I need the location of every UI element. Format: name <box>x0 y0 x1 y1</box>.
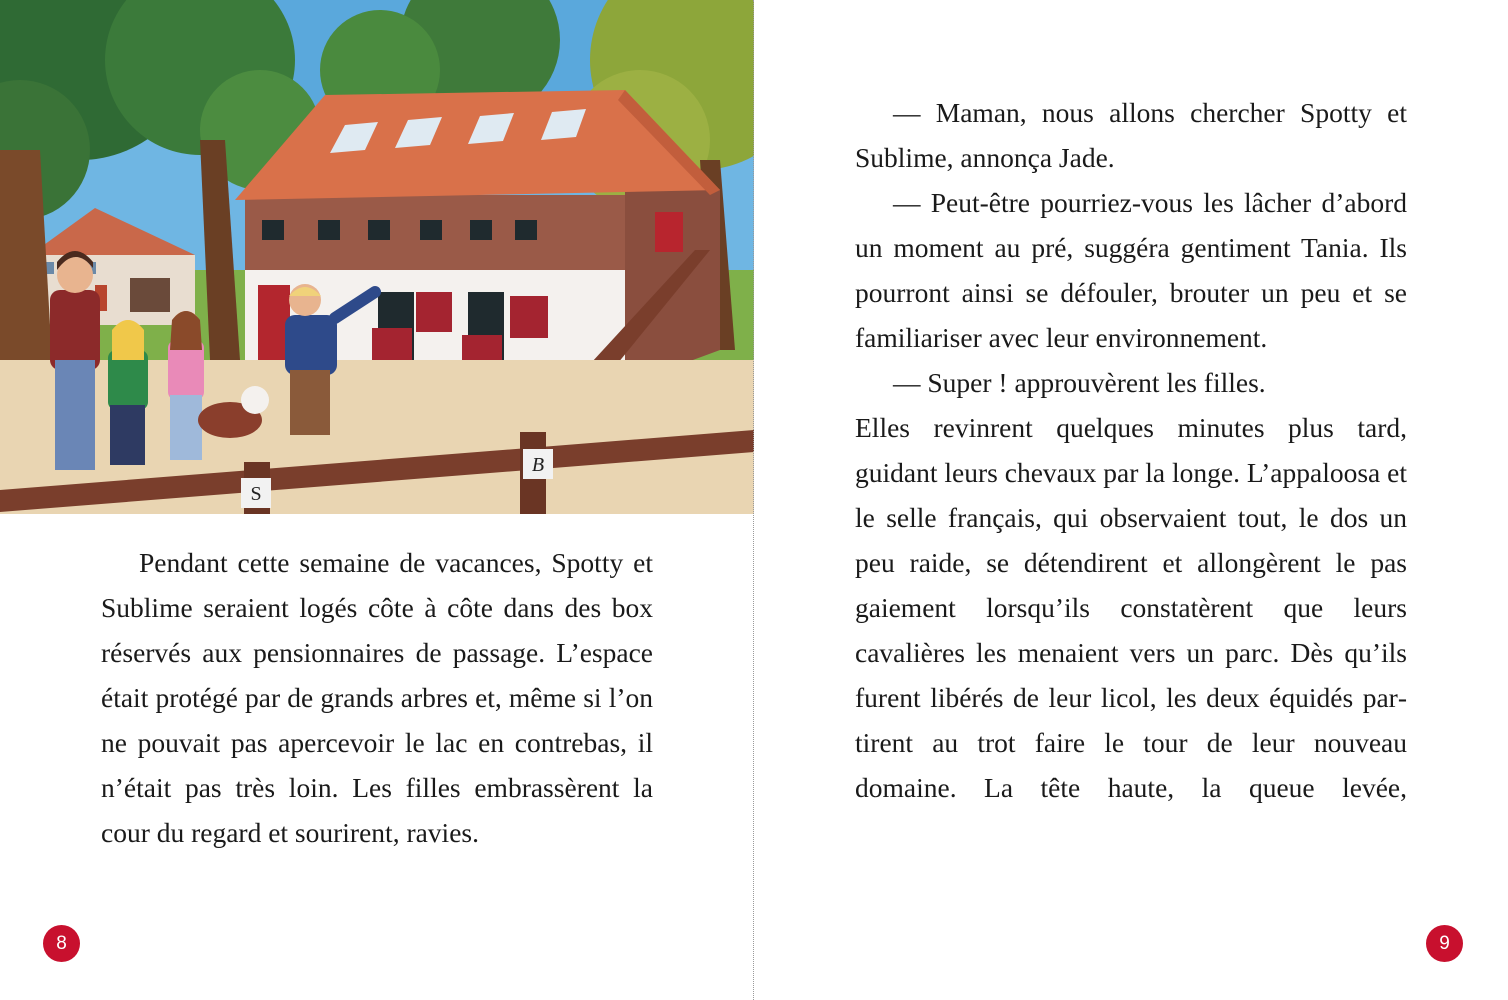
fence-sign-s: S <box>250 483 262 505</box>
paragraph: — Maman, nous allons chercher Spotty et Sublime, annonça Jade. <box>855 97 1407 173</box>
paragraph: Elles revinrent quelques minutes plus tard, guidant leurs chevaux par la longe. L’appaloosa et le selle français, qui observaient tout, le dos un peu raide, se détendirent et allongèrent le pas gaiement lorsqu’ils constatèrent que leurs cavalières les menaient vers un parc. Dès qu’ils furent libérés de leur licol, les deux équidés partirent au trot faire le tour de leur nouveau domaine. La tête haute, la queue levée, <box>855 412 1407 803</box>
book-spine <box>753 0 754 1000</box>
page-number-badge-right: 9 <box>1426 925 1463 962</box>
stable-illustration <box>0 0 754 514</box>
paragraph: Pendant cette semaine de vacances, Spotty et Sublime seraient logés côte à côte dans des box réservés aux pensionnaires de passage. L’espace était protégé par de grands arbres et, même si l’on ne pouvait pas apercevoir le lac en contrebas, il n’était pas très loin. Les filles embrassèrent la cour du regard et sourirent, ravies. <box>101 547 653 848</box>
paragraph: — Peut-être pourriez-vous les lâcher d’abord un moment au pré, suggéra gentiment Tania. Ils pourront ainsi se défouler, brouter un peu et se familiariser avec leur environnement. <box>855 187 1407 353</box>
left-page-text <box>101 540 653 855</box>
fence-sign-b: B <box>531 454 545 476</box>
page-number-badge-left: 8 <box>43 925 80 962</box>
right-page-text <box>855 90 1407 810</box>
paragraph: — Super ! approuvèrent les filles. <box>893 367 1266 398</box>
right-page <box>755 0 1508 1000</box>
